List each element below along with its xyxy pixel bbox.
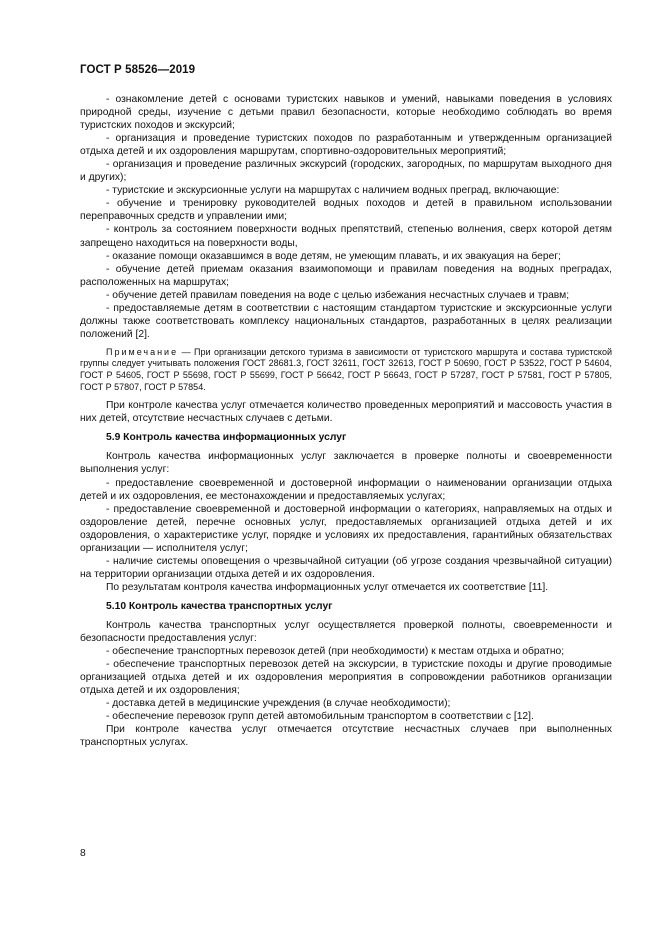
paragraph: - ознакомление детей с основами туристских навыков и умений, навыками поведения в условиях природной среды, изучение с детьми правил безопасности, которые необходимо соблюдать во время туристских походов и экскурсий;: [80, 94, 612, 132]
paragraph: - наличие системы оповещения о чрезвычайной ситуации (об угрозе создания чрезвычайной ситуации) на территории организации отдыха детей и их оздоровления.: [80, 555, 612, 580]
paragraph: - обучение детей правилам поведения на воде с целью избежания несчастных случаев и травм;: [106, 289, 570, 301]
paragraph: - доставка детей в медицинские учреждения (в случае необходимости);: [106, 698, 451, 710]
paragraph: - организация и проведение туристских походов по разработанным и утвержденным организацией отдыха детей и их оздоровления маршрутам, спортивно-оздоровительных мероприятий;: [80, 133, 612, 158]
paragraph: При контроле качества услуг отмечается количество проведенных мероприятий и массовость участия в них детей, отсутствие несчастных случаев с детьми.: [80, 400, 612, 425]
section-heading-5-10: 5.10 Контроль качества транспортных услуг: [106, 600, 333, 612]
paragraph: - обеспечение перевозок групп детей автомобильным транспортом в соответствии с [12].: [106, 711, 534, 723]
paragraph: - предоставление своевременной и достоверной информации о наименовании организации отдыха детей и их оздоровления, ее местонахождении и предоставляемых услугах;: [80, 477, 612, 502]
note: [80, 347, 612, 393]
paragraph: - обучение детей приемам оказания взаимопомощи и правилам поведения на водных преградах, расположенных на маршрутах;: [80, 263, 612, 288]
document-header: ГОСТ Р 58526—2019: [80, 64, 196, 76]
paragraph: - оказание помощи оказавшимся в воде детям, не умеющим плавать, и их эвакуация на берег;: [106, 250, 561, 262]
paragraph: - контроль за состоянием поверхности водных препятствий, степенью волнения, сверх которой детям запрещено находиться на поверхности воды,: [80, 224, 612, 249]
paragraph: Контроль качества транспортных услуг осуществляется проверкой полноты, своевременности и безопасности предоставления услуг:: [80, 619, 612, 645]
paragraph: - предоставление своевременной и достоверной информации о категориях, направляемых на отдых и оздоровление детей, перечне основных услуг, предоставляемых организацией отдыха детей и их оздоровления, о характеристике услуг, порядке и условиях их предоставления, гарантийных обязательствах организации — исполнителя услуг;: [80, 503, 612, 554]
page-body: [80, 93, 612, 749]
paragraph: - обучение и тренировку руководителей водных походов и детей в правильном использовании переправочных средств и управлении ими;: [80, 198, 612, 223]
paragraph: - организация и проведение различных экскурсий (городских, загородных, по маршрутам выходного дня и других);: [80, 159, 612, 184]
paragraph: При контроле качества услуг отмечается отсутствие несчастных случаев при выполненных транспортных услугах.: [80, 724, 612, 749]
section-heading-5-9: 5.9 Контроль качества информационных услуг: [106, 432, 347, 444]
paragraph: - обеспечение транспортных перевозок детей (при необходимости) к местам отдыха и обратно;: [106, 646, 565, 658]
paragraph: Контроль качества информационных услуг заключается в проверке полноты и своевременности выполнения услуг:: [80, 451, 612, 476]
paragraph: По результатам контроля качества информационных услуг отмечается их соответствие [11].: [106, 581, 549, 593]
paragraph: - обеспечение транспортных перевозок детей на экскурсии, в туристские походы и другие проводимые организацией отдыха детей и их оздоровления мероприятия в сопровождении работников организации отдыха детей и их оздоровления;: [80, 659, 612, 697]
paragraph: - предоставляемые детям в соответствии с настоящим стандартом туристские и экскурсионные услуги должны также соответствовать комплексу национальных стандартов, разработанных в целях реализации положений [2].: [80, 302, 612, 340]
note-label: Примечание: [106, 346, 179, 357]
note-text: — При организации детского туризма в зависимости от туристского маршрута и состава туристской группы следует учитывать положения ГОСТ 28681.3, ГОСТ 32611, ГОСТ 32613, ГОСТ Р 50690, ГОСТ Р 53522, ГОСТ Р 54604, ГОСТ Р 54605, ГОСТ Р 55698, ГОСТ Р 55699, ГОСТ Р 56642, ГОСТ Р 56643, ГОСТ Р 57287, ГОСТ Р 57581, ГОСТ Р 57805, ГОСТ Р 57807, ГОСТ Р 57854.: [80, 346, 612, 392]
paragraph: - туристские и экскурсионные услуги на маршрутах с наличием водных преград, включающие:: [106, 185, 560, 197]
page-number: 8: [80, 848, 86, 859]
